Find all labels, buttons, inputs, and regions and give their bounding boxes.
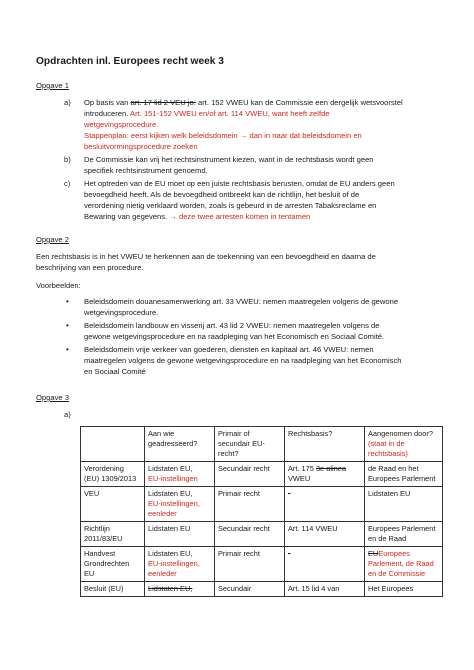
table-cell: Lidstaten EU, EU-instellingen (145, 462, 215, 487)
table-cell: de Raad en het Europees Parlement (365, 462, 443, 487)
list-label-a: a) (64, 98, 71, 107)
table-header-row (81, 427, 443, 462)
table-cell: - (285, 547, 365, 582)
table-row (81, 462, 443, 487)
table-header-cell (81, 427, 145, 462)
table-cell: VEU (81, 487, 145, 522)
opgave-3-heading: Opgave 3 (36, 393, 69, 402)
bullet-icon: • (66, 297, 69, 306)
answer-a-line-2: introduceren. Art. 151-152 VWEU en/of art. 114 VWEU, want heeft zelfde (84, 109, 330, 118)
list-label-a: a) (64, 410, 71, 419)
table-cell: Secundair recht (215, 462, 285, 487)
list-label-b: b) (64, 155, 71, 164)
opgave-1-heading: Opgave 1 (36, 81, 69, 90)
bullet-icon: • (66, 345, 69, 354)
document-title: Opdrachten inl. Europees recht week 3 (36, 56, 224, 67)
table-cell: Besluit (EU) (81, 582, 145, 597)
opgave-2-paragraph-line-1: Een rechtsbasis is in het VWEU te herkennen aan de toekenning van een bevoegdheid en daarna de (36, 252, 376, 261)
bullet-2-line-2: gewone wetgevingsprocedure en na raadpleging van het Economisch en Sociaal Comité. (84, 332, 385, 341)
table-cell: Secundair (215, 582, 285, 597)
table-header-cell: Aangenomen door? (staat in de rechtsbasis) (365, 427, 443, 462)
voorbeelden-label: Voorbeelden: (36, 281, 81, 290)
table-row (81, 522, 443, 547)
answer-c-line-2: bevoegdheid heeft. Als de bevoegdheid ontbreekt kan de richtlijn, het besluit of de (84, 190, 360, 199)
table-cell: Europees Parlement en de Raad (365, 522, 443, 547)
table-cell: Lidstaten EU (365, 487, 443, 522)
table-cell: EUEuropees Parlement, de Raad en de Commissie (365, 547, 443, 582)
answer-c-line-1: Het optreden van de EU moet op een juiste rechtsbasis berusten, omdat de EU anders geen (84, 179, 395, 188)
arrow-right-icon: → (169, 212, 177, 221)
rechtsbronnen-table (80, 426, 443, 597)
table-cell: Lidstaten EU, EU-instellingen, eenleder (145, 547, 215, 582)
opgave-2-paragraph-line-2: beschrijving van een procedure. (36, 263, 144, 272)
answer-a-line-5: besluitvormingsprocedure zoeken (84, 142, 198, 151)
answer-b-line-1: De Commissie kan vrij het rechtsinstrument kiezen, want in de rechtsbasis wordt geen (84, 155, 374, 164)
table-cell: Lidstaten EU, EU-instellingen, eenleder (145, 487, 215, 522)
table-cell: Verordening (EU) 1309/2013 (81, 462, 145, 487)
bullet-icon: • (66, 321, 69, 330)
answer-c-line-4: Bewaring van gegevens. → deze twee arresten komen in tentamen (84, 212, 311, 221)
table-cell: Primair recht (215, 547, 285, 582)
table-header-cell: Rechtsbasis? (285, 427, 365, 462)
list-label-c: c) (64, 179, 71, 188)
bullet-3-line-3: en Sociaal Comité (84, 367, 146, 376)
table-cell: Het Europees (365, 582, 443, 597)
bullet-2-line-1: Beleidsdomein landbouw en visserij art. 43 lid 2 VWEU: nemen maatregelen volgens de (84, 321, 380, 330)
table-row (81, 582, 443, 597)
answer-a-line-1: Op basis van art. 17 lid 2 VEU jo. art. 152 VWEU kan de Commissie een dergelijk wetsvoorstel (84, 98, 403, 107)
table-cell: Lidstaten EU (145, 522, 215, 547)
answer-a-line-3: wetgevingsprocedure. (84, 120, 159, 129)
bullet-1-line-1: Beleidsdomein douanesamenwerking art. 33 VWEU: nemen maatregelen volgens de gewone (84, 297, 399, 306)
arrow-right-icon: → (239, 131, 248, 140)
table-cell: Lidstaten EU, (145, 582, 215, 597)
table-cell: Art. 15 lid 4 van (285, 582, 365, 597)
table-cell: - (285, 487, 365, 522)
answer-c-line-3: verordening nietig verklaard worden, zoals is gebeurd in de arresten Tabaksreclame en (84, 201, 377, 210)
table-cell: Richtlijn 2011/83/EU (81, 522, 145, 547)
table-header-cell: Primair of secundair EU-recht? (215, 427, 285, 462)
bullet-3-line-2: maatregelen volgens de gewone wetgevingsprocedure en na raadpleging van het Economisch (84, 356, 402, 365)
table-cell: Secundair recht (215, 522, 285, 547)
answer-a-line-4: Stappenplan: eerst kijken welk beleidsdomein → dan in naar dat beleidsdomein en (84, 131, 362, 140)
bullet-3-line-1: Beleidsdomein vrije verkeer van goederen, diensten en kapitaal art. 46 VWEU: nemen (84, 345, 374, 354)
table-cell: Art. 114 VWEU (285, 522, 365, 547)
table-row (81, 487, 443, 522)
table-header-cell: Aan wie geadresseerd? (145, 427, 215, 462)
table-cell: Handvest Grondrechten EU (81, 547, 145, 582)
bullet-1-line-2: wetgevingsprocedure. (84, 308, 159, 317)
table-cell: Primair recht (215, 487, 285, 522)
table-row (81, 547, 443, 582)
opgave-2-heading: Opgave 2 (36, 235, 69, 244)
table-cell: Art. 175 3e alinea VWEU (285, 462, 365, 487)
answer-b-line-2: specifiek rechtsinstrument genoemd. (84, 166, 208, 175)
